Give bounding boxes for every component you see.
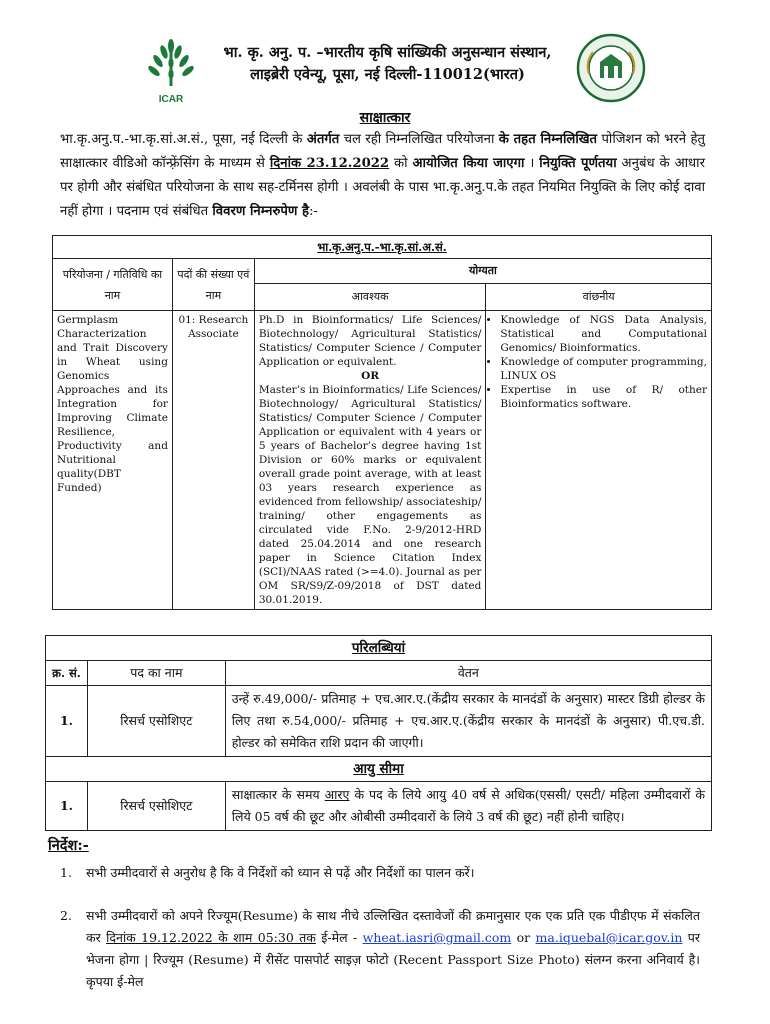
post-cell: रिसर्च एसोशिएट <box>87 782 225 831</box>
institute-name <box>205 42 570 86</box>
emoluments-header-row <box>46 636 712 661</box>
table-header-row <box>53 259 712 284</box>
institute-name-line1: भा. कृ. अनु. प. –भारतीय कृषि सांख्यिकी अनुसन्धान संस्थान, <box>223 44 552 61</box>
essential-masters: Master’s in Bioinformatics/ Life Sciences/ Biotechnology/ Agricultural Statistics/ Statistics/ Computer Science / Computer Application or equivalent with 4 years or 5 years of Bachelor’s degree having 1st Division or 60% marks or equivalent overall grade point average, with at least 03 years research experience as evidenced from fellowship/ associateship/ training/ other engagements as circulated vide F.No. 2-9/2012-HRD dated 25.04.2014 and one research paper in Science Citation Index (SCI)/NAAS rated (>=4.0). Journal as per OM SR/S9/Z-09/2018 of DST dated 30.01.2019. <box>258 384 482 606</box>
instruction-number: 2. <box>60 908 72 923</box>
qualification-table <box>52 235 712 610</box>
col-posts: पदों की संख्या एवं नाम <box>172 259 254 311</box>
institute-address: लाइब्रेरी एवेन्यू, पूसा, नई दिल्ली-110012(भारत) <box>250 66 525 83</box>
instruction-text: सभी उम्मीदवारों से अनुरोध है कि वे निर्देशों को ध्यान से पढ़ें और निर्देशों का पालन करें। <box>86 865 475 880</box>
table-row <box>53 311 712 610</box>
table-row <box>46 686 712 757</box>
salary-cell: उन्हें रु.49,000/- प्रतिमाह + एच.आर.ए.(केंद्रीय सरकार के मानदंडों के अनुसार) मास्टर डिग्री होल्डर के लिए तथा रु.54,000/- प्रतिमाह + एच.आर.ए.(केंद्रीय सरकार के मानदंडों के अनुसार) पी.एच.डी. होल्डर को समेकित राशि प्रदान की जाएगी। <box>225 686 711 757</box>
project-name-cell: Germplasm Characterization and Trait Discovery in Wheat using Genomics Approaches and its Integration for Improving Climate Resilience, Productivity and Nutritional quality(DBT Funded) <box>53 311 173 610</box>
instructions-heading: निर्देश:- <box>48 837 89 854</box>
age-limit-header: आयु सीमा <box>46 757 712 782</box>
emoluments-table <box>45 635 712 831</box>
table-org-row <box>53 236 712 259</box>
iasri-emblem-icon <box>575 32 647 104</box>
age-limit-cell: साक्षात्कार के समय आरए के पद के लिये आयु 40 वर्ष से अधिक(एससी/ एसटी/ महिला उम्मीदवारों के लिये 05 वर्ष की छूट और ओबीसी उम्मीदवारों के लिये 3 वर्ष की छूट) नहीं होनी चाहिए। <box>225 782 711 831</box>
post-cell: रिसर्च एसोशिएट <box>87 686 225 757</box>
email-link-wheat[interactable]: wheat.iasri@gmail.com <box>362 930 512 945</box>
instruction-item <box>60 862 700 884</box>
essential-or: OR <box>361 370 380 382</box>
list-item: • Knowledge of computer programming, LINUX OS <box>500 355 707 383</box>
essential-cell <box>254 311 486 610</box>
col-project-name: परियोजना / गतिविधि का नाम <box>53 259 173 311</box>
list-item: • Expertise in use of R/ other Bioinformatics software. <box>500 383 707 411</box>
serial-cell: 1. <box>46 782 88 831</box>
iasri-logo <box>575 32 647 104</box>
intro-paragraph: भा.कृ.अनु.प.-भा.कृ.सां.अ.सं., पूसा, नई दिल्ली के अंतर्गत चल रही निम्नलिखित परियोजना के तहत निम्नलिखित पोजिशन को भरने हेतु साक्षात्कार वीडिओ कॉन्फ़्रेंसिंग के माध्यम से दिनांक 23.12.2022 को आयोजित किया जाएगा । नियुक्ति पूर्णतया अनुबंध के आधार पर होगी और संबंधित परियोजना के साथ सह-टर्मिनस होगी । अवलंबी के पास भा.कृ.अनु.प.के तहत नियमित नियुक्ति के लिए कोई दावा नहीं होगा । पदनाम एवं संबंधित विवरण निम्नरुपेण है:- <box>60 132 706 219</box>
email-link-iquebal[interactable]: ma.iquebal@icar.gov.in <box>535 930 683 945</box>
instruction-text: सभी उम्मीदवारों को अपने रिज्यूम(Resume) के साथ नीचे उल्लिखित दस्तावेजों की क्रमानुसार एक एक प्रति एक पीडीएफ में संकलित कर दिनांक 19.12.2022 के शाम 05:30 तक ई-मेल - wheat.iasri@gmail.com or ma.iquebal@icar.gov.in पर भेजना होगा | रिज्यूम (Resume) में रीसेंट पासपोर्ट साइज़ फोटो (Recent Passport Size Photo) संलग्न करना अनिवार्य है। कृपया ई-मेल <box>86 908 701 989</box>
serial-cell: 1. <box>46 686 88 757</box>
col-essential: आवश्यक <box>254 284 486 311</box>
col-desirable: वांछनीय <box>486 284 712 311</box>
age-header-row <box>46 757 712 782</box>
col-post-name: पद का नाम <box>87 661 225 686</box>
interview-date: दिनांक 23.12.2022 <box>269 156 390 171</box>
col-qualification: योग्यता <box>254 259 711 284</box>
wheat-logo-icon <box>142 36 200 108</box>
emoluments-header: परिलब्धियां <box>46 636 712 661</box>
icar-logo <box>142 36 200 108</box>
emoluments-col-row <box>46 661 712 686</box>
deadline-date: दिनांक 19.12.2022 के शाम 05:30 तक <box>106 930 316 945</box>
instruction-number: 1. <box>60 865 72 880</box>
posts-cell: 01: Research Associate <box>172 311 254 610</box>
desirable-cell <box>486 311 712 610</box>
org-header: भा.कृ.अनु.प.-भा.कृ.सां.अ.सं. <box>53 236 712 259</box>
col-serial: क्र. सं. <box>46 661 88 686</box>
instruction-item <box>60 905 700 993</box>
table-row <box>46 782 712 831</box>
col-salary: वेतन <box>225 661 711 686</box>
page-title: साक्षात्कार <box>359 110 411 126</box>
essential-phd: Ph.D in Bioinformatics/ Life Sciences/ Biotechnology/ Agricultural Statistics/ Statistics/ Computer Science / Computer Application or equivalent. <box>258 314 482 368</box>
icar-logo-text: ICAR <box>158 94 184 105</box>
letterhead <box>0 28 770 108</box>
list-item: • Knowledge of NGS Data Analysis, Statistical and Computational Genomics/ Bioinformatics. <box>500 313 707 355</box>
desirable-list <box>490 313 707 411</box>
